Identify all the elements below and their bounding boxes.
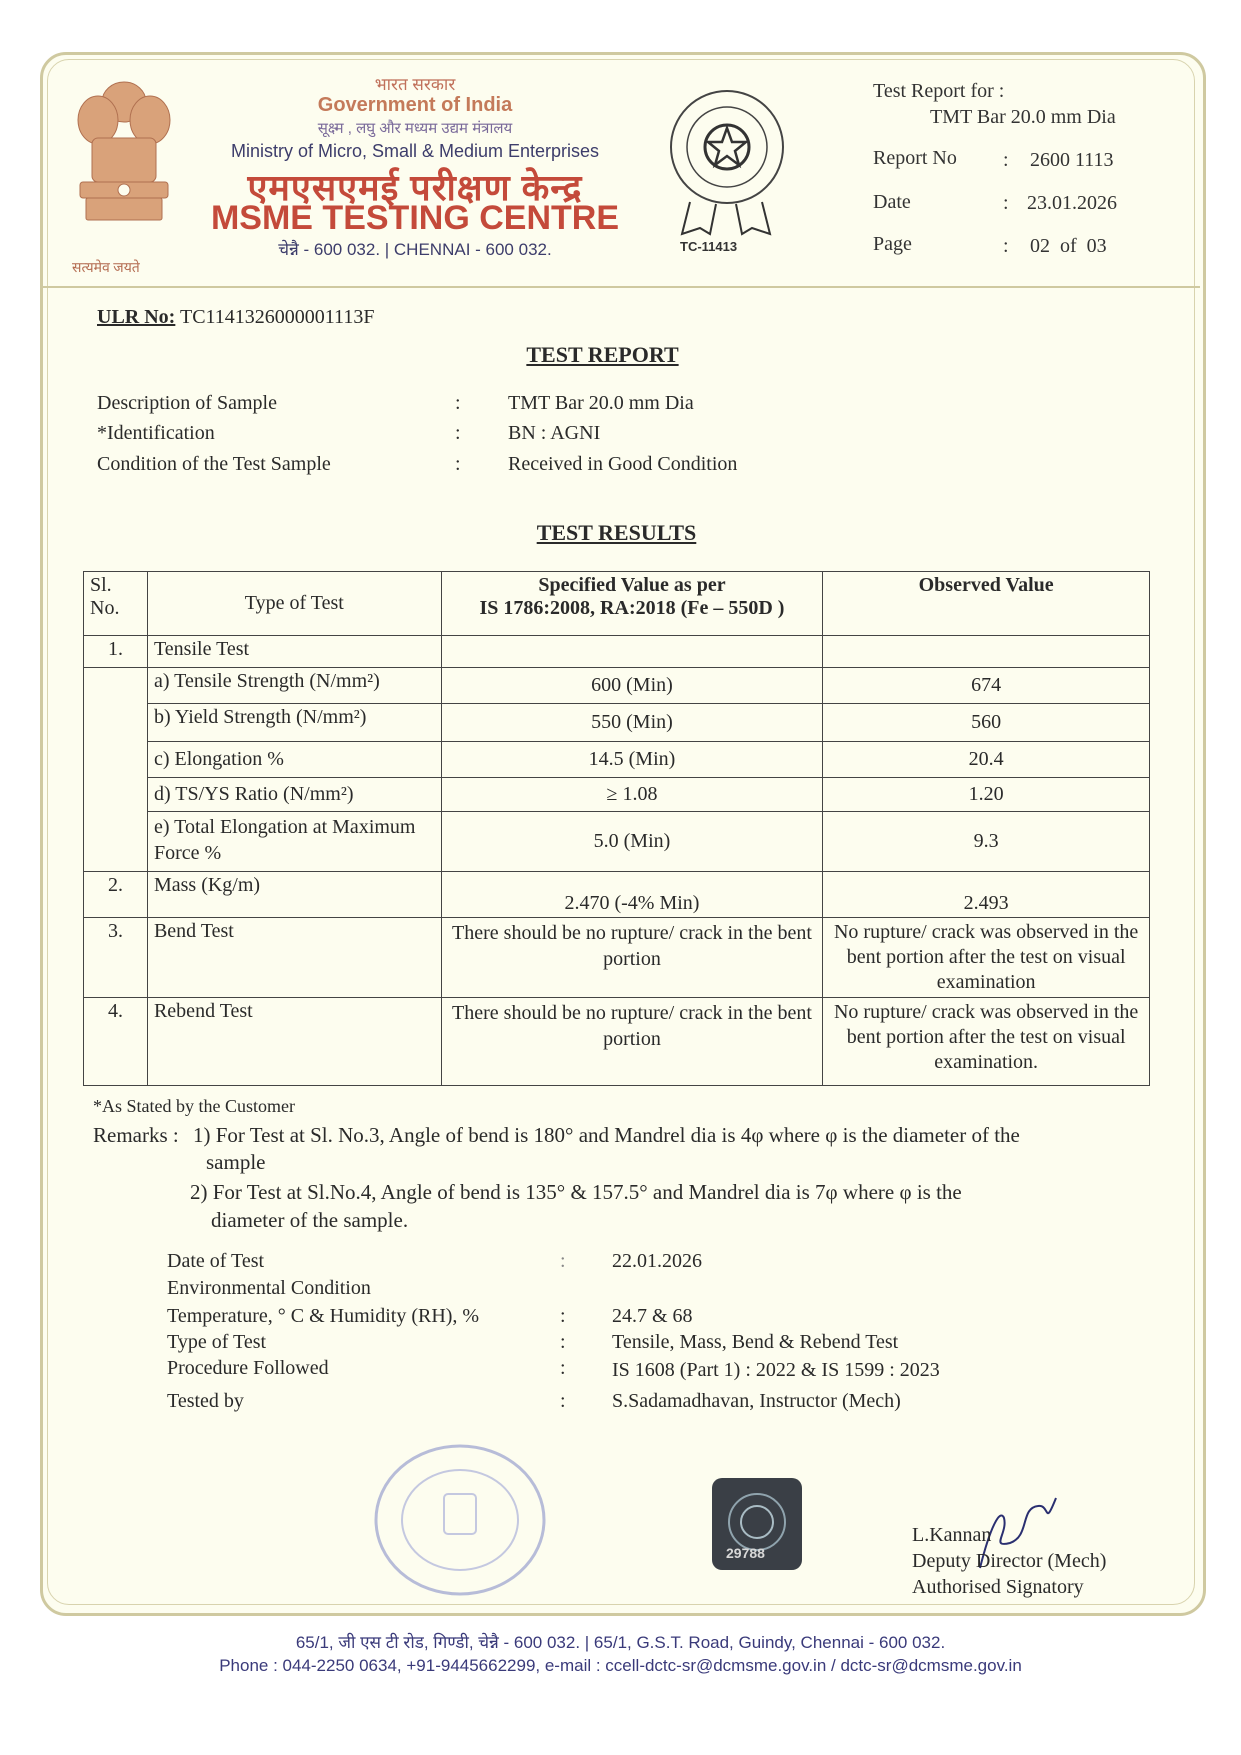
seal-ribbon-icon	[680, 200, 772, 236]
row-sl: 2.	[84, 872, 148, 918]
header-type-of-test: Type of Test	[147, 572, 441, 636]
date-of-test-colon: :	[560, 1250, 566, 1272]
row-observed: 674	[823, 668, 1150, 704]
tc-number: TC-11413	[680, 239, 738, 254]
ministry-hindi: सूक्ष्म , लघु और मध्यम उद्यम मंत्रालय	[317, 120, 513, 137]
header-specified-value	[441, 572, 823, 636]
row-type: Mass (Kg/m)	[147, 872, 441, 918]
header-spec-line2: IS 1786:2008, RA:2018 (Fe – 550D )	[479, 597, 785, 619]
test-report-for-label: Test Report for :	[873, 80, 1005, 102]
row-sl: 3.	[84, 918, 148, 998]
temperature-humidity-label: Temperature, ° C & Humidity (RH), %	[167, 1305, 480, 1327]
row-spec: 5.0 (Min)	[441, 812, 823, 872]
row-spec: 550 (Min)	[441, 704, 823, 742]
temperature-colon: :	[560, 1305, 566, 1327]
header-divider	[43, 286, 1200, 288]
table-row	[84, 636, 1150, 668]
test-results-table	[83, 571, 1150, 1086]
row-sl	[84, 668, 148, 704]
sample-identification-label: *Identification	[97, 422, 215, 444]
row-observed: 20.4	[823, 742, 1150, 778]
report-no-label: Report No	[873, 147, 957, 169]
signatory-role: Authorised Signatory	[912, 1576, 1084, 1598]
row-sl	[84, 704, 148, 742]
row-type: a) Tensile Strength (N/mm²)	[147, 668, 441, 704]
table-row	[84, 668, 1150, 704]
remarks-label: Remarks :	[93, 1123, 179, 1147]
tested-by-label: Tested by	[167, 1390, 244, 1412]
footer-address: 65/1, जी एस टी रोड, गिण्डी, चेन्नै - 600 032. | 65/1, G.S.T. Road, Guindy, Chennai - 600 032.	[295, 1633, 946, 1652]
row-type: Tensile Test	[147, 636, 441, 668]
results-title: TEST RESULTS	[536, 520, 697, 545]
hologram-number: 29788	[726, 1545, 765, 1561]
emblem-motto: सत्यमेव जयते	[72, 261, 140, 276]
office-stamp-icon	[370, 1440, 550, 1600]
certification-seal-icon	[668, 88, 786, 206]
table-row	[84, 778, 1150, 812]
row-spec: 600 (Min)	[441, 668, 823, 704]
row-observed	[823, 636, 1150, 668]
table-row	[84, 742, 1150, 778]
date-value: 23.01.2026	[1027, 192, 1117, 214]
footer-contact: Phone : 044-2250 0634, +91-9445662299, e-mail : ccell-dctc-sr@dcmsme.gov.in / dctc-sr@dcmsme.gov.in	[219, 1656, 1022, 1675]
header-sl-no: Sl. No.	[84, 572, 148, 636]
row-spec: There should be no rupture/ crack in the bent portion	[441, 918, 823, 998]
row-observed: 9.3	[823, 812, 1150, 872]
remark-1: 1) For Test at Sl. No.3, Angle of bend is 180° and Mandrel dia is 4φ where φ is the diameter of the	[193, 1123, 1020, 1147]
row-type: d) TS/YS Ratio (N/mm²)	[147, 778, 441, 812]
remark-2-cont: diameter of the sample.	[211, 1208, 409, 1232]
report-no-colon: :	[1003, 149, 1009, 171]
row-spec: There should be no rupture/ crack in the bent portion	[441, 998, 823, 1086]
row-spec	[441, 636, 823, 668]
type-of-test-label: Type of Test	[167, 1331, 267, 1353]
row-observed: 1.20	[823, 778, 1150, 812]
row-observed: No rupture/ crack was observed in the bent portion after the test on visual examination	[823, 918, 1150, 998]
procedure-colon: :	[560, 1357, 566, 1379]
footnote: *As Stated by the Customer	[93, 1096, 295, 1116]
sample-identification-colon: :	[455, 422, 461, 444]
row-spec: ≥ 1.08	[441, 778, 823, 812]
sample-description-value: TMT Bar 20.0 mm Dia	[508, 392, 694, 414]
row-sl: 1.	[84, 636, 148, 668]
row-type: Rebend Test	[147, 998, 441, 1086]
header-spec-line1: Specified Value as per	[538, 574, 726, 596]
date-label: Date	[873, 191, 911, 213]
table-row	[84, 812, 1150, 872]
table-row	[84, 918, 1150, 998]
row-sl	[84, 778, 148, 812]
sample-description-label: Description of Sample	[97, 392, 277, 414]
govt-hindi: भारत सरकार	[374, 75, 456, 94]
national-emblem-icon	[62, 72, 186, 242]
remark-2: 2) For Test at Sl.No.4, Angle of bend is 135° & 157.5° and Mandrel dia is 7φ where φ is the	[190, 1180, 962, 1204]
date-colon: :	[1003, 192, 1009, 214]
table-row	[84, 998, 1150, 1086]
govt-name: Government of India	[317, 94, 513, 116]
page-colon: :	[1003, 235, 1009, 257]
temperature-humidity-value: 24.7 & 68	[612, 1305, 693, 1327]
type-of-test-value: Tensile, Mass, Bend & Rebend Test	[612, 1331, 899, 1353]
ministry-name: Ministry of Micro, Small & Medium Enterprises	[230, 141, 600, 161]
page-label: Page	[873, 233, 912, 255]
row-type: Bend Test	[147, 918, 441, 998]
sample-condition-label: Condition of the Test Sample	[97, 453, 331, 475]
table-row	[84, 872, 1150, 918]
centre-name: MSME TESTING CENTRE	[210, 199, 620, 237]
procedure-value: IS 1608 (Part 1) : 2022 & IS 1599 : 2023	[612, 1359, 940, 1381]
report-title: TEST REPORT	[526, 342, 679, 367]
row-type: e) Total Elongation at Maximum Force %	[147, 812, 441, 872]
row-type: c) Elongation %	[147, 742, 441, 778]
remark-1-cont: sample	[206, 1150, 266, 1174]
centre-hindi: एमएसएमई परीक्षण केन्द्र	[247, 167, 583, 208]
tested-by-colon: :	[560, 1390, 566, 1412]
row-type: b) Yield Strength (N/mm²)	[147, 704, 441, 742]
header-observed-value: Observed Value	[823, 572, 1150, 636]
row-sl	[84, 812, 148, 872]
header-address: चेन्नै - 600 032. | CHENNAI - 600 032.	[278, 240, 552, 259]
row-spec: 14.5 (Min)	[441, 742, 823, 778]
row-observed: No rupture/ crack was observed in the bent portion after the test on visual examination.	[823, 998, 1150, 1086]
row-observed: 2.493	[823, 872, 1150, 918]
table-row	[84, 704, 1150, 742]
environmental-condition-label: Environmental Condition	[167, 1277, 371, 1299]
sample-description-colon: :	[455, 392, 461, 414]
row-spec: 2.470 (-4% Min)	[441, 872, 823, 918]
tested-by-value: S.Sadamadhavan, Instructor (Mech)	[612, 1390, 901, 1412]
row-sl	[84, 742, 148, 778]
signatory-name: L.Kannan	[912, 1524, 992, 1546]
signatory-designation: Deputy Director (Mech)	[912, 1550, 1107, 1572]
date-of-test-value: 22.01.2026	[612, 1250, 702, 1272]
sample-identification-value: BN : AGNI	[508, 422, 601, 444]
table-header-row	[84, 572, 1150, 636]
test-report-for-value: TMT Bar 20.0 mm Dia	[930, 106, 1116, 128]
row-observed: 560	[823, 704, 1150, 742]
page-value: 02 of 03	[1030, 235, 1107, 257]
ulr-label: ULR No:	[97, 306, 176, 328]
sample-condition-value: Received in Good Condition	[508, 453, 738, 475]
date-of-test-label: Date of Test	[167, 1250, 265, 1272]
sample-condition-colon: :	[455, 453, 461, 475]
procedure-label: Procedure Followed	[167, 1357, 329, 1379]
row-sl: 4.	[84, 998, 148, 1086]
type-of-test-colon: :	[560, 1331, 566, 1353]
ulr-value: TC1141326000001113F	[179, 306, 375, 328]
report-no-value: 2600 1113	[1030, 149, 1114, 171]
